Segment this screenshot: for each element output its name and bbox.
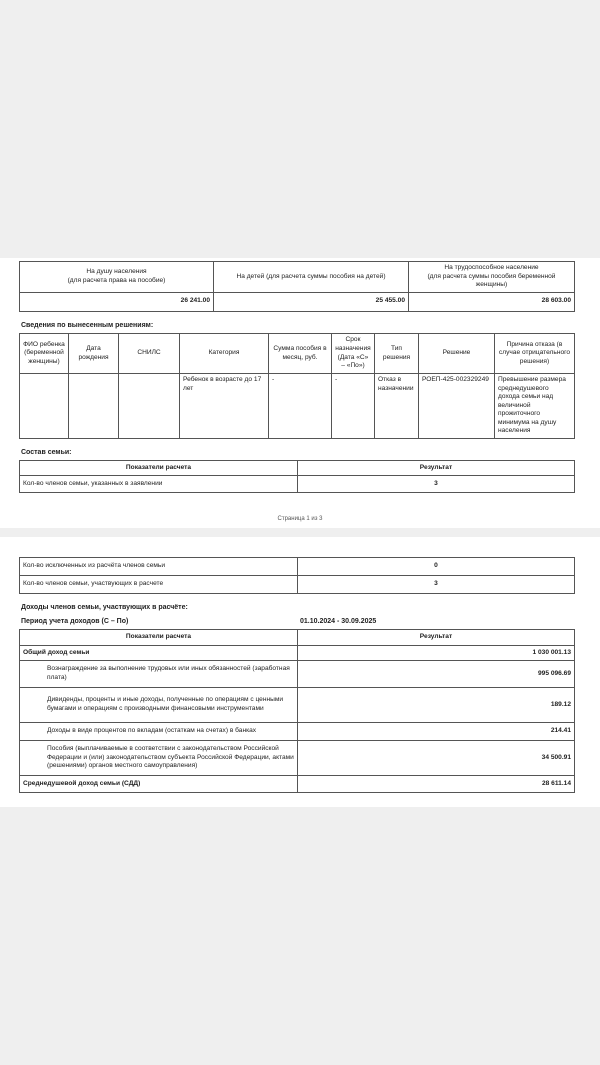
header-per-capita: На душу населения (для расчета права на пособие) [20,262,214,293]
col-reason: Причина отказа (в случае отрицательного решения) [495,334,575,374]
value-per-capita: 26 241.00 [20,292,214,311]
col-decision: Решение [419,334,495,374]
avg-income-label: Среднедушевой доход семьи (СДД) [20,776,298,793]
page-1 [0,258,600,528]
income-table [19,629,575,793]
cell-name [20,374,69,439]
family-header-result: Результат [298,461,575,476]
cell-birthdate [69,374,119,439]
period-label: Период учета доходов (С – По) [21,618,129,625]
page-footer: Страница 1 из 3 [277,516,323,522]
col-term: Срок назначения (Дата «С» – «По») [332,334,375,374]
col-category: Категория [180,334,269,374]
subsistence-table [19,261,575,312]
col-birthdate: Дата рождения [69,334,119,374]
income-header-result: Результат [298,630,575,646]
income-row-label: Пособия (выплачиваемые в соответствии с законодательством Российской Федерации и (или) законодательством субъекта Российской Федерации, актами (решениями) органов местного самоуправления) [20,741,298,776]
cell-category: Ребенок в возрасте до 17 лет [180,374,269,439]
income-row-label: Доходы в виде процентов по вкладам (остаткам на счетах) в банках [20,723,298,741]
cell-snils [119,374,180,439]
family-row-value: 0 [298,558,575,576]
family-title: Состав семьи: [21,449,72,456]
cell-amount: - [269,374,332,439]
value-working: 28 603.00 [409,292,575,311]
income-header-indicator: Показатели расчета [20,630,298,646]
income-row-value: 189.12 [298,688,575,723]
value-children: 25 455.00 [214,292,409,311]
family-row-label: Кол-во членов семьи, участвующих в расчете [20,576,298,594]
income-total-label: Общий доход семьи [20,646,298,661]
family-row-label: Кол-во исключенных из расчёта членов семьи [20,558,298,576]
header-children: На детей (для расчета суммы пособия на детей) [214,262,409,293]
family-row-value: 3 [298,576,575,594]
col-name: ФИО ребенка (беременной женщины) [20,334,69,374]
income-row-value: 995 096.69 [298,661,575,688]
page-2 [0,537,600,807]
decisions-title: Сведения по вынесенным решениям: [21,322,154,329]
period-value: 01.10.2024 - 30.09.2025 [300,618,377,625]
income-row-label: Вознаграждение за выполнение трудовых или иных обязанностей (заработная плата) [20,661,298,688]
col-snils: СНИЛС [119,334,180,374]
decisions-table [19,333,575,439]
header-working: На трудоспособное население (для расчета суммы пособия беременной женщины) [409,262,575,293]
income-title: Доходы членов семьи, участвующих в расчёте: [21,604,188,611]
income-row-value: 214.41 [298,723,575,741]
family-table-continued [19,557,575,594]
income-total-value: 1 030 001.13 [298,646,575,661]
cell-term: - [332,374,375,439]
family-row-value: 3 [298,476,575,493]
family-table [19,460,575,493]
income-row-value: 34 500.91 [298,741,575,776]
family-header-indicator: Показатели расчета [20,461,298,476]
income-row-label: Дивиденды, проценты и иные доходы, полученные по операциям с ценными бумагами и операциям с производными финансовыми инструментами [20,688,298,723]
avg-income-value: 28 611.14 [298,776,575,793]
cell-decision: РОЕП-425-002329249 [419,374,495,439]
cell-type: Отказ в назначении [375,374,419,439]
col-type: Тип решения [375,334,419,374]
family-row-label: Кол-во членов семьи, указанных в заявлении [20,476,298,493]
cell-reason: Превышение размера среднедушевого дохода семьи над величиной прожиточного минимума на душу населения [495,374,575,439]
col-amount: Сумма пособия в месяц, руб. [269,334,332,374]
